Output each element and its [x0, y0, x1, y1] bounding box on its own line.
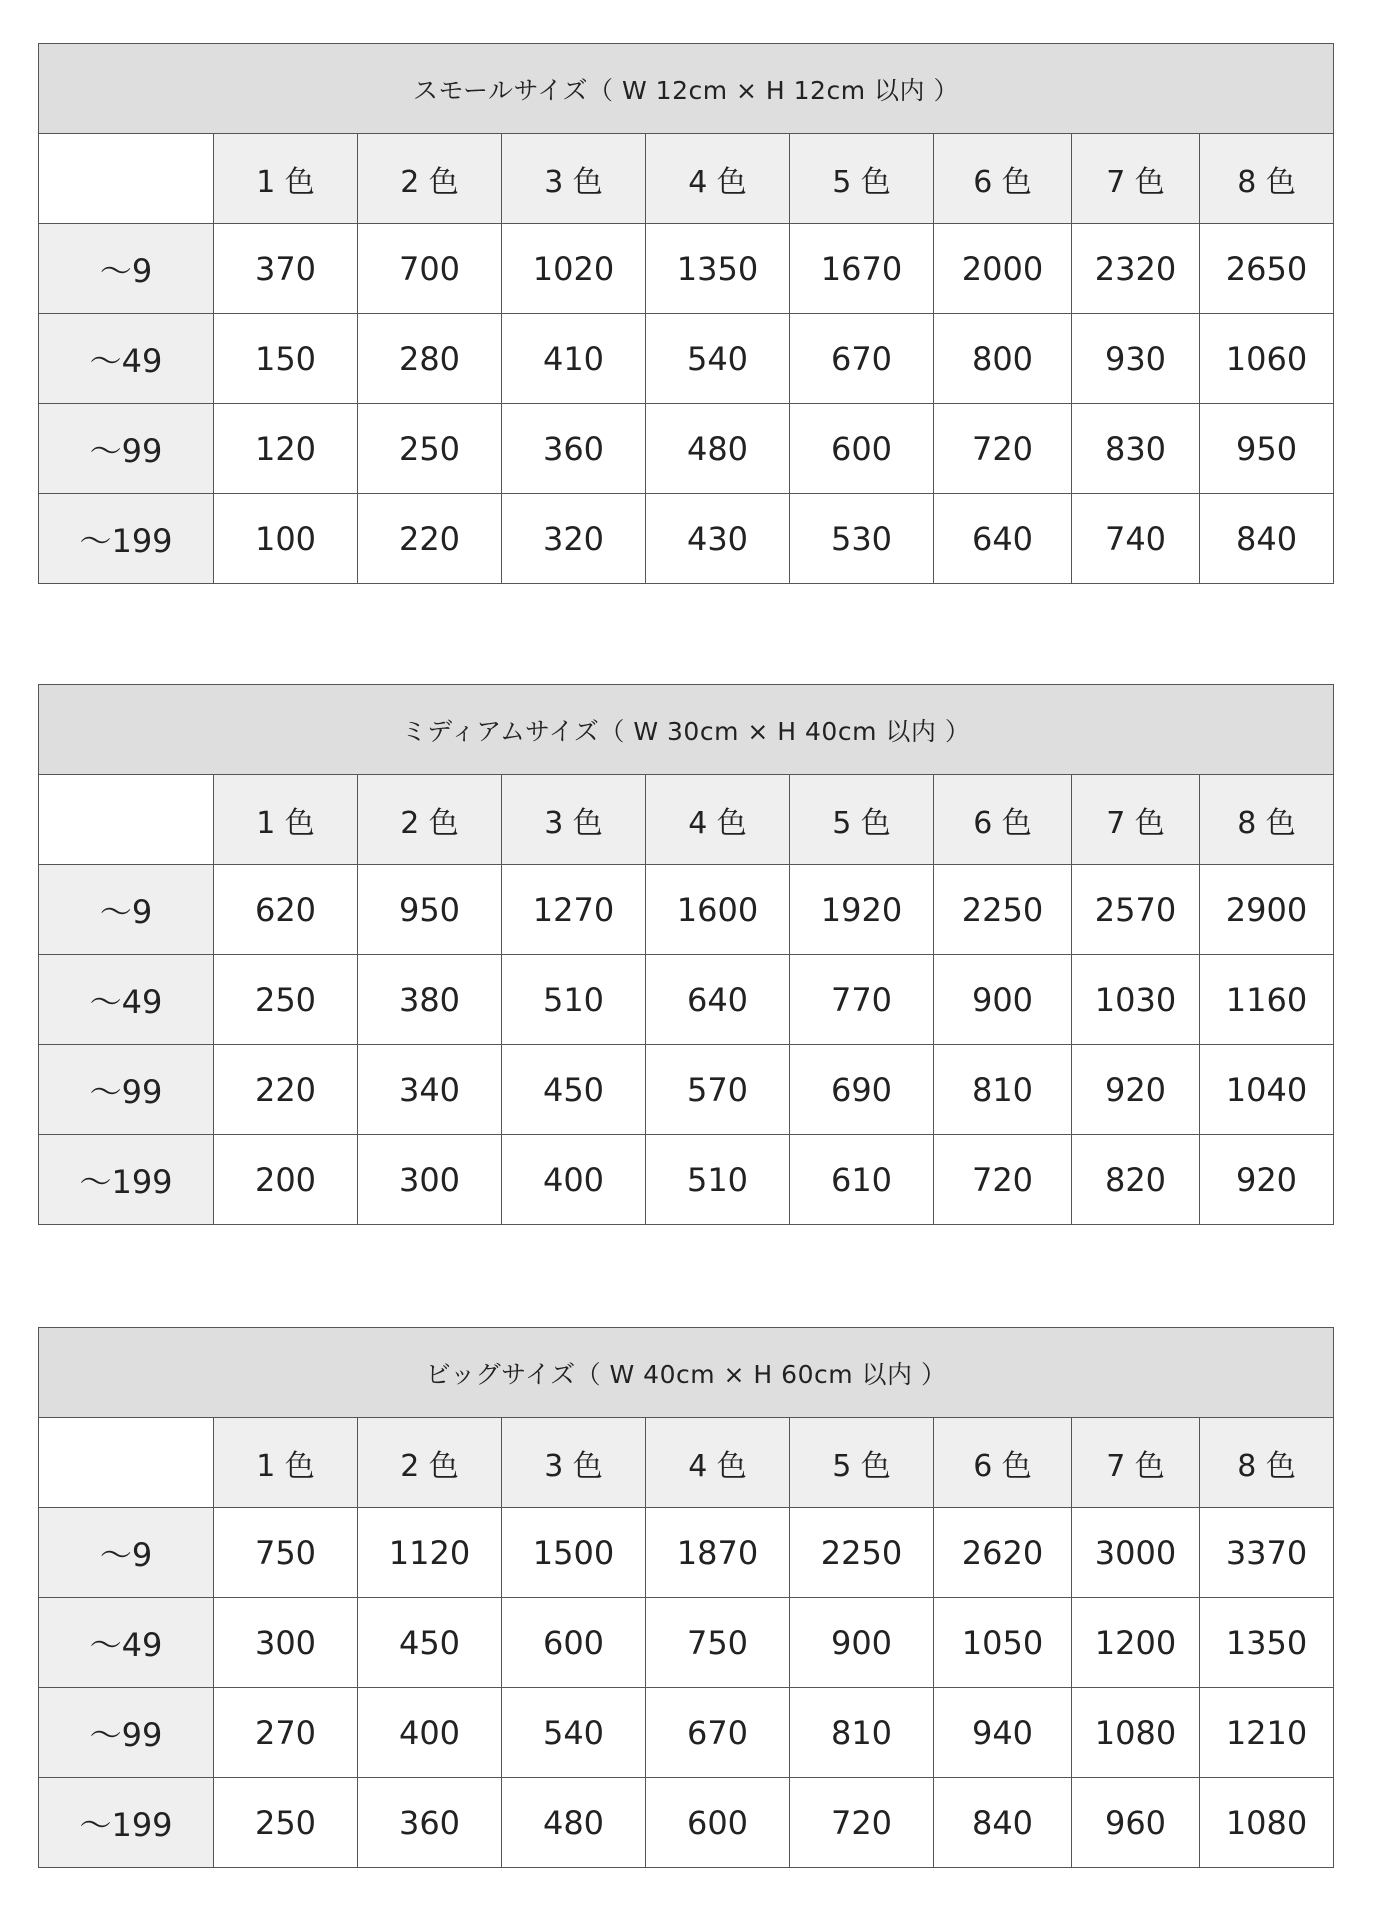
- price-cell: 640: [646, 955, 790, 1045]
- price-cell: 250: [358, 404, 502, 494]
- price-cell: 540: [646, 314, 790, 404]
- color-count-header: 2 色: [358, 134, 502, 224]
- price-cell: 360: [358, 1778, 502, 1868]
- color-count-header: 6 色: [934, 134, 1072, 224]
- price-cell: 220: [214, 1045, 358, 1135]
- color-count-header: 7 色: [1072, 775, 1200, 865]
- color-count-header: 5 色: [790, 775, 934, 865]
- price-cell: 1350: [1200, 1598, 1334, 1688]
- price-cell: 1600: [646, 865, 790, 955]
- price-table-small: [38, 43, 1334, 584]
- table-row: [39, 494, 1334, 584]
- table-row: [39, 1508, 1334, 1598]
- quantity-range-label: 〜199: [39, 1135, 214, 1225]
- price-cell: 510: [646, 1135, 790, 1225]
- color-count-header: 1 色: [214, 1418, 358, 1508]
- price-cell: 840: [934, 1778, 1072, 1868]
- table-title: スモールサイズ（ W 12cm × H 12cm 以内 ）: [39, 44, 1334, 134]
- price-cell: 2250: [934, 865, 1072, 955]
- color-count-header: 1 色: [214, 775, 358, 865]
- color-count-header: 4 色: [646, 1418, 790, 1508]
- quantity-range-label: 〜99: [39, 404, 214, 494]
- corner-cell: [39, 134, 214, 224]
- price-cell: 250: [214, 1778, 358, 1868]
- corner-cell: [39, 1418, 214, 1508]
- price-cell: 1500: [502, 1508, 646, 1598]
- price-cell: 950: [1200, 404, 1334, 494]
- table-row: [39, 865, 1334, 955]
- price-cell: 540: [502, 1688, 646, 1778]
- price-cell: 1160: [1200, 955, 1334, 1045]
- price-cell: 610: [790, 1135, 934, 1225]
- price-cell: 2570: [1072, 865, 1200, 955]
- price-cell: 400: [358, 1688, 502, 1778]
- price-cell: 1920: [790, 865, 934, 955]
- price-cell: 2620: [934, 1508, 1072, 1598]
- price-cell: 930: [1072, 314, 1200, 404]
- price-cell: 600: [646, 1778, 790, 1868]
- price-cell: 1080: [1200, 1778, 1334, 1868]
- price-cell: 1020: [502, 224, 646, 314]
- price-cell: 800: [934, 314, 1072, 404]
- price-cell: 340: [358, 1045, 502, 1135]
- price-cell: 200: [214, 1135, 358, 1225]
- price-cell: 450: [358, 1598, 502, 1688]
- color-count-header: 7 色: [1072, 134, 1200, 224]
- price-cell: 600: [790, 404, 934, 494]
- price-cell: 720: [790, 1778, 934, 1868]
- price-cell: 1670: [790, 224, 934, 314]
- price-cell: 960: [1072, 1778, 1200, 1868]
- table-row: [39, 1045, 1334, 1135]
- quantity-range-label: 〜99: [39, 1045, 214, 1135]
- price-cell: 1210: [1200, 1688, 1334, 1778]
- price-cell: 820: [1072, 1135, 1200, 1225]
- quantity-range-label: 〜9: [39, 1508, 214, 1598]
- price-cell: 840: [1200, 494, 1334, 584]
- price-cell: 120: [214, 404, 358, 494]
- price-cell: 920: [1200, 1135, 1334, 1225]
- price-cell: 2250: [790, 1508, 934, 1598]
- color-count-header: 8 色: [1200, 134, 1334, 224]
- price-cell: 320: [502, 494, 646, 584]
- price-cell: 510: [502, 955, 646, 1045]
- price-cell: 750: [214, 1508, 358, 1598]
- color-count-header: 1 色: [214, 134, 358, 224]
- color-count-header: 6 色: [934, 1418, 1072, 1508]
- price-cell: 1200: [1072, 1598, 1200, 1688]
- quantity-range-label: 〜9: [39, 224, 214, 314]
- price-cell: 620: [214, 865, 358, 955]
- price-cell: 720: [934, 1135, 1072, 1225]
- price-cell: 830: [1072, 404, 1200, 494]
- price-cell: 750: [646, 1598, 790, 1688]
- price-cell: 2000: [934, 224, 1072, 314]
- quantity-range-label: 〜199: [39, 494, 214, 584]
- price-cell: 450: [502, 1045, 646, 1135]
- color-count-header: 8 色: [1200, 775, 1334, 865]
- price-cell: 100: [214, 494, 358, 584]
- price-cell: 1870: [646, 1508, 790, 1598]
- color-count-header: 3 色: [502, 134, 646, 224]
- price-cell: 480: [502, 1778, 646, 1868]
- price-cell: 250: [214, 955, 358, 1045]
- table-row: [39, 224, 1334, 314]
- quantity-range-label: 〜49: [39, 314, 214, 404]
- price-cell: 740: [1072, 494, 1200, 584]
- price-cell: 1050: [934, 1598, 1072, 1688]
- price-cell: 400: [502, 1135, 646, 1225]
- price-table-medium: [38, 684, 1334, 1225]
- price-cell: 900: [934, 955, 1072, 1045]
- color-count-header: 5 色: [790, 134, 934, 224]
- price-cell: 950: [358, 865, 502, 955]
- table-row: [39, 404, 1334, 494]
- price-cell: 940: [934, 1688, 1072, 1778]
- color-count-header: 3 色: [502, 1418, 646, 1508]
- quantity-range-label: 〜49: [39, 955, 214, 1045]
- color-count-header: 5 色: [790, 1418, 934, 1508]
- quantity-range-label: 〜49: [39, 1598, 214, 1688]
- color-count-header: 4 色: [646, 775, 790, 865]
- price-cell: 570: [646, 1045, 790, 1135]
- color-count-header: 2 色: [358, 775, 502, 865]
- price-cell: 370: [214, 224, 358, 314]
- price-cell: 700: [358, 224, 502, 314]
- price-cell: 220: [358, 494, 502, 584]
- price-cell: 2320: [1072, 224, 1200, 314]
- price-cell: 300: [358, 1135, 502, 1225]
- color-count-header: 7 色: [1072, 1418, 1200, 1508]
- price-cell: 1350: [646, 224, 790, 314]
- price-cell: 280: [358, 314, 502, 404]
- color-count-header: 2 色: [358, 1418, 502, 1508]
- price-cell: 640: [934, 494, 1072, 584]
- price-table-big: [38, 1327, 1334, 1868]
- price-cell: 1040: [1200, 1045, 1334, 1135]
- color-count-header: 3 色: [502, 775, 646, 865]
- table-row: [39, 1688, 1334, 1778]
- price-cell: 1060: [1200, 314, 1334, 404]
- price-cell: 690: [790, 1045, 934, 1135]
- table-title: ミディアムサイズ（ W 30cm × H 40cm 以内 ）: [39, 685, 1334, 775]
- price-cell: 1120: [358, 1508, 502, 1598]
- price-cell: 2900: [1200, 865, 1334, 955]
- price-cell: 2650: [1200, 224, 1334, 314]
- price-cell: 410: [502, 314, 646, 404]
- price-cell: 430: [646, 494, 790, 584]
- color-count-header: 8 色: [1200, 1418, 1334, 1508]
- price-cell: 300: [214, 1598, 358, 1688]
- price-cell: 920: [1072, 1045, 1200, 1135]
- price-cell: 670: [646, 1688, 790, 1778]
- price-cell: 3000: [1072, 1508, 1200, 1598]
- price-cell: 360: [502, 404, 646, 494]
- price-cell: 720: [934, 404, 1072, 494]
- price-cell: 770: [790, 955, 934, 1045]
- price-cell: 380: [358, 955, 502, 1045]
- price-cell: 600: [502, 1598, 646, 1688]
- price-cell: 480: [646, 404, 790, 494]
- price-cell: 900: [790, 1598, 934, 1688]
- table-row: [39, 1778, 1334, 1868]
- table-row: [39, 1135, 1334, 1225]
- table-row: [39, 314, 1334, 404]
- price-cell: 1270: [502, 865, 646, 955]
- table-row: [39, 955, 1334, 1045]
- price-cell: 810: [934, 1045, 1072, 1135]
- table-title: ビッグサイズ（ W 40cm × H 60cm 以内 ）: [39, 1328, 1334, 1418]
- corner-cell: [39, 775, 214, 865]
- price-cell: 530: [790, 494, 934, 584]
- quantity-range-label: 〜9: [39, 865, 214, 955]
- price-cell: 670: [790, 314, 934, 404]
- price-cell: 810: [790, 1688, 934, 1778]
- price-cell: 1080: [1072, 1688, 1200, 1778]
- price-cell: 1030: [1072, 955, 1200, 1045]
- price-cell: 150: [214, 314, 358, 404]
- quantity-range-label: 〜99: [39, 1688, 214, 1778]
- price-cell: 270: [214, 1688, 358, 1778]
- color-count-header: 4 色: [646, 134, 790, 224]
- price-cell: 3370: [1200, 1508, 1334, 1598]
- table-row: [39, 1598, 1334, 1688]
- quantity-range-label: 〜199: [39, 1778, 214, 1868]
- color-count-header: 6 色: [934, 775, 1072, 865]
